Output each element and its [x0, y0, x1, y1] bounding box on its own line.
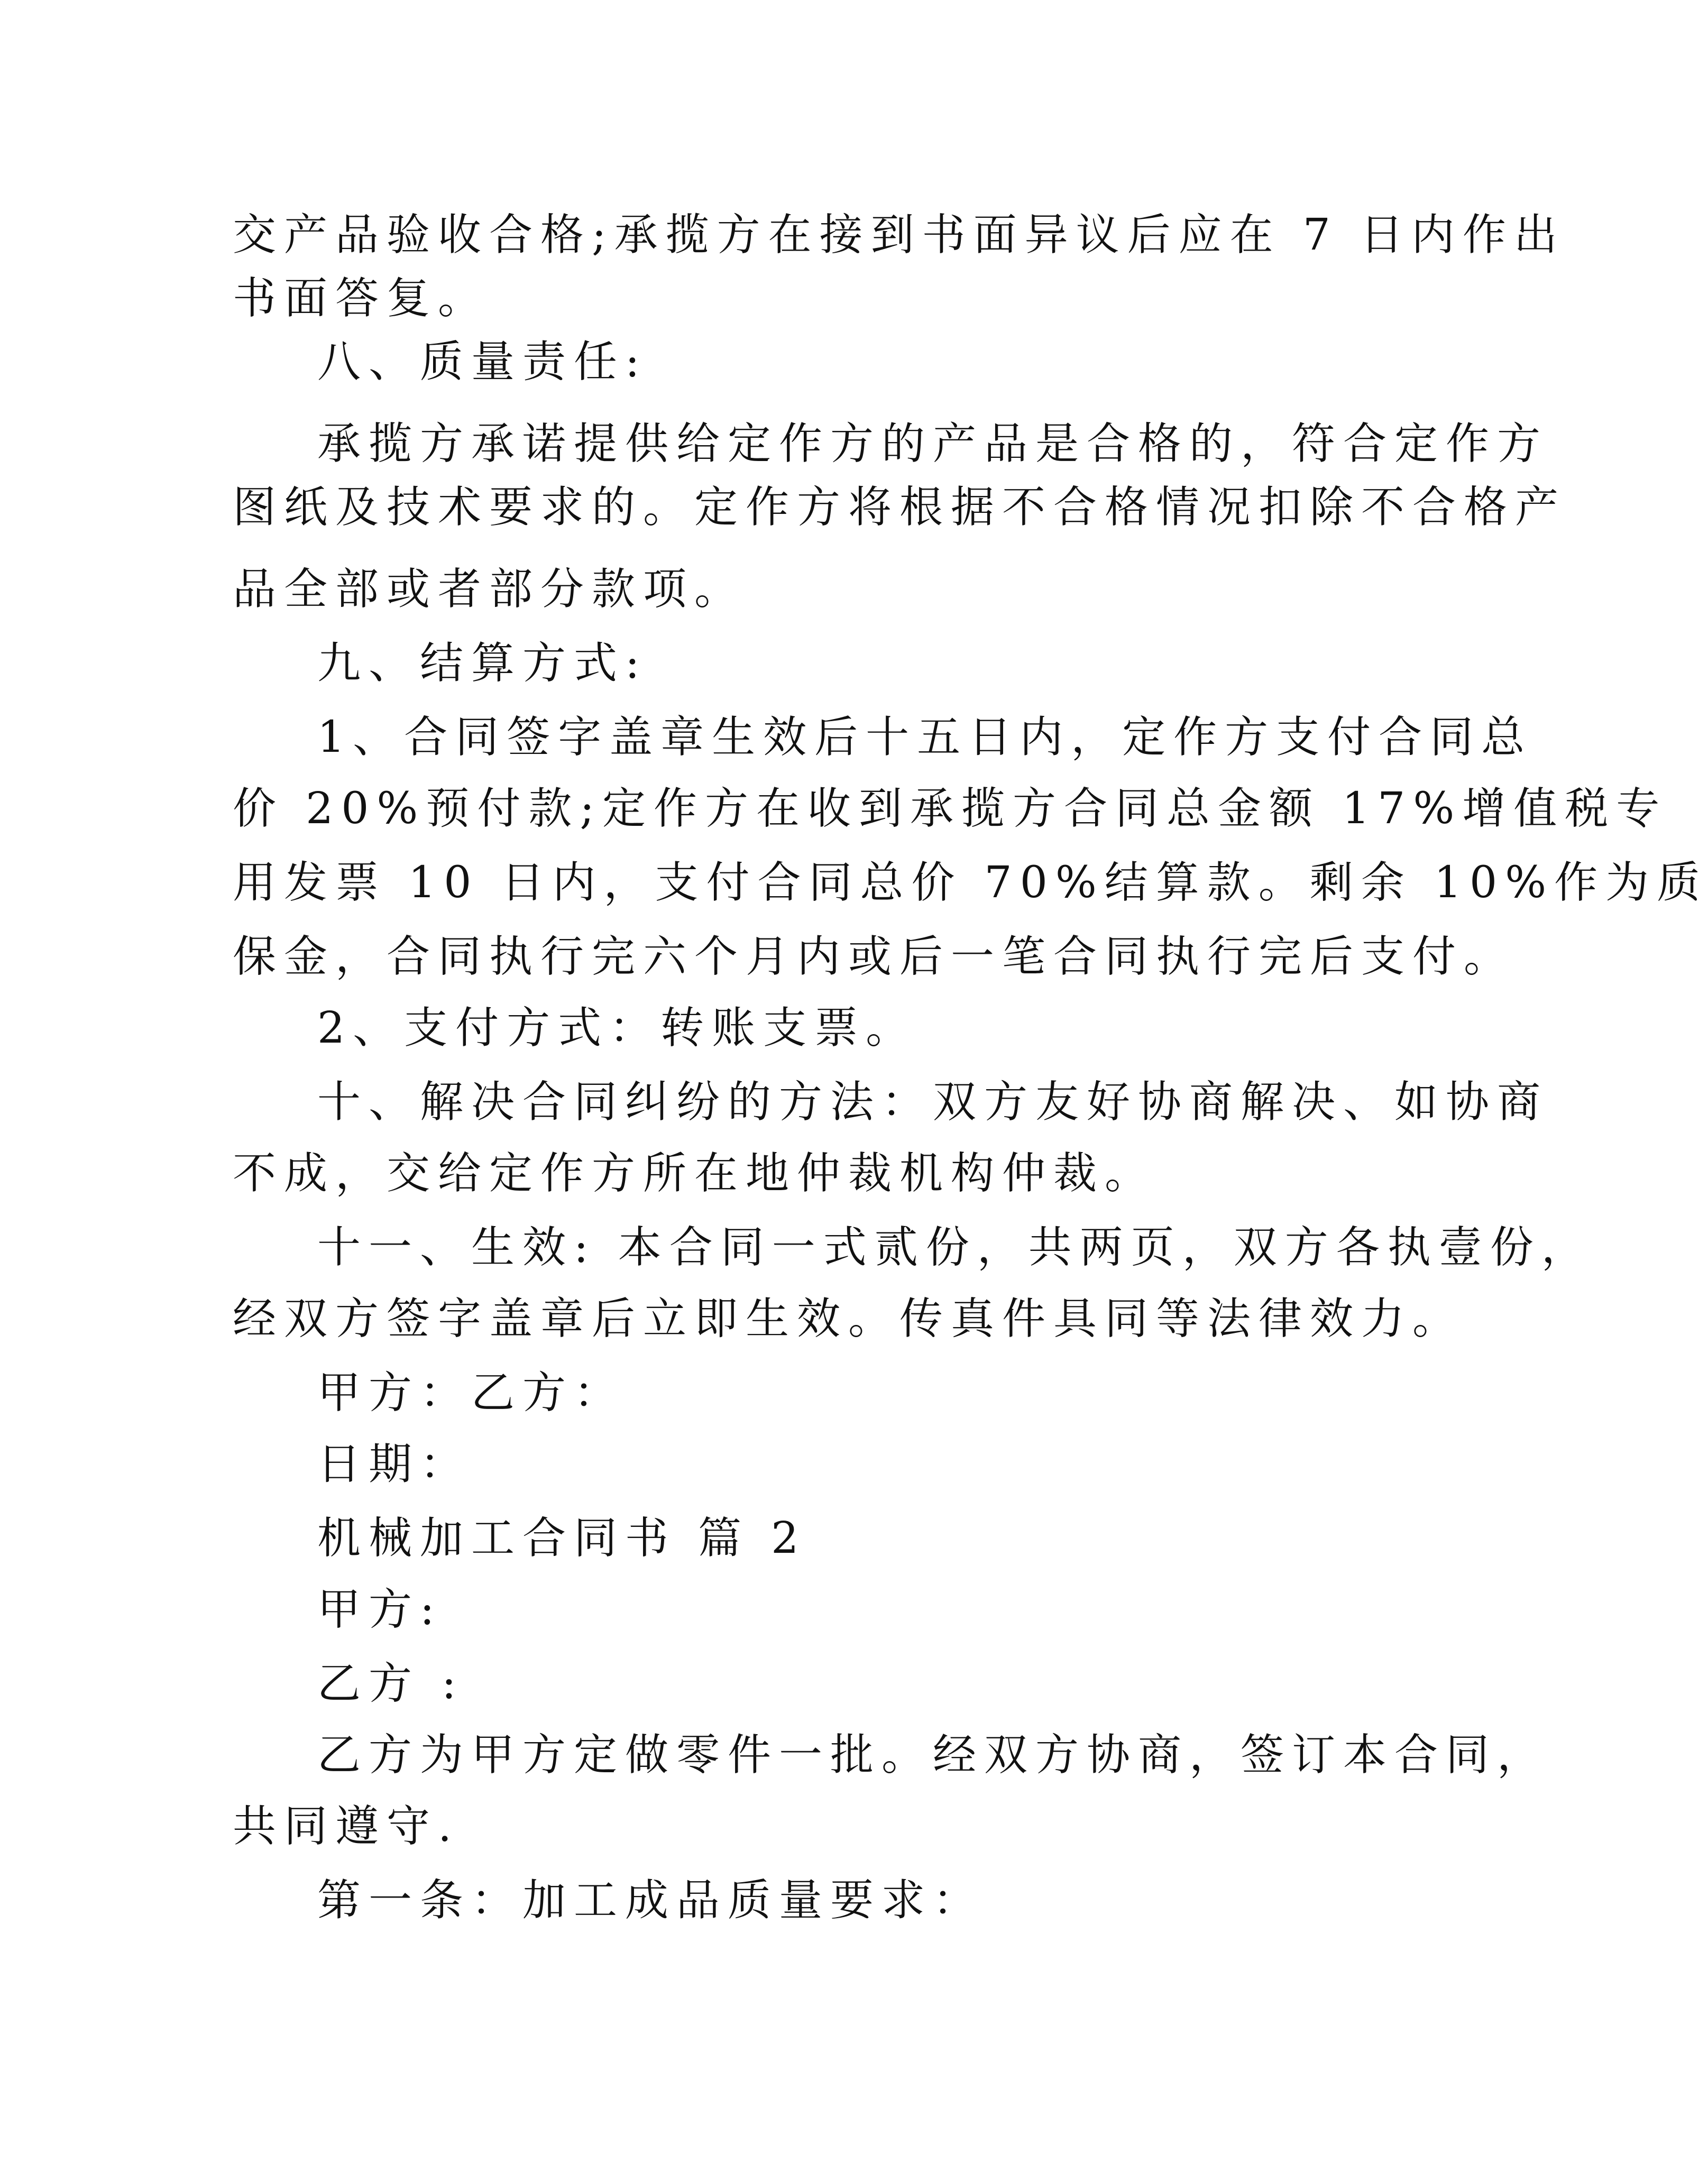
paragraph-line: 价 20%预付款;定作方在收到承揽方合同总金额 17%增值税专 — [233, 784, 1668, 834]
paragraph-line: 品全部或者部分款项。 — [233, 564, 746, 614]
section-heading: 九、结算方式: — [317, 638, 648, 688]
section-heading: 十、解决合同纠纷的方法：双方友好协商解决、如协商 — [317, 1077, 1549, 1127]
paragraph-line: 承揽方承诺提供给定作方的产品是合格的，符合定作方 — [317, 419, 1549, 469]
paragraph-line: 交产品验收合格;承揽方在接到书面异议后应在 7 日内作出 — [233, 210, 1565, 260]
paragraph-line: 1、合同签字盖章生效后十五日内，定作方支付合同总 — [317, 712, 1533, 762]
paragraph-line: 用发票 10 日内，支付合同总价 70%结算款。剩余 10%作为质 — [233, 858, 1708, 908]
paragraph-line: 书面答复。 — [233, 273, 490, 324]
party-b-line: 乙方 : — [317, 1659, 464, 1709]
paragraph-line: 经双方签字盖章后立即生效。传真件具同等法律效力。 — [233, 1294, 1464, 1344]
document-subtitle: 机械加工合同书 篇 2 — [317, 1513, 807, 1563]
paragraph-line: 2、支付方式：转账支票。 — [317, 1003, 917, 1053]
paragraph-line: 图纸及技术要求的。定作方将根据不合格情况扣除不合格产 — [233, 482, 1567, 532]
section-heading: 八、质量责任: — [317, 337, 648, 387]
signature-line: 甲方：乙方： — [317, 1368, 626, 1418]
date-line: 日期： — [317, 1439, 472, 1489]
paragraph-line: 保金，合同执行完六个月内或后一笔合同执行完后支付。 — [233, 932, 1516, 982]
section-heading: 第一条：加工成品质量要求： — [317, 1875, 985, 1926]
paragraph-line: 不成，交给定作方所在地仲裁机构仲裁。 — [233, 1148, 1156, 1199]
section-heading: 十一、生效: 本合同一式贰份，共两页，双方各执壹份， — [317, 1222, 1593, 1273]
party-a-line: 甲方: — [317, 1585, 443, 1635]
paragraph-line: 共同遵守. — [233, 1801, 460, 1852]
paragraph-line: 乙方为甲方定做零件一批。经双方协商，签订本合同， — [317, 1730, 1549, 1780]
